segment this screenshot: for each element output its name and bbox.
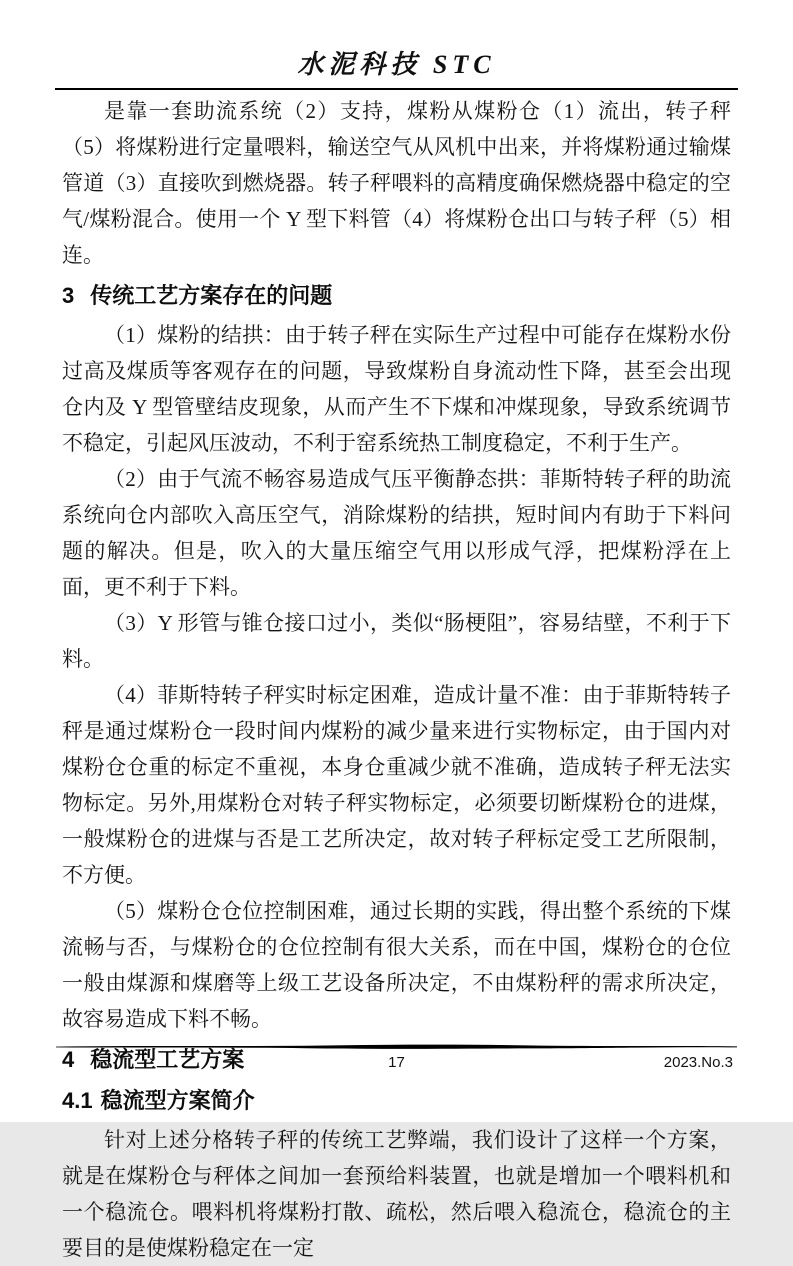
section-3-number: 3 — [62, 283, 75, 308]
section-3-paragraph-3: （3）Y 形管与锥仓接口过小，类似“肠梗阻”，容易结壁，不利于下料。 — [62, 611, 731, 671]
intro-paragraph: 是靠一套助流系统（2）支持，煤粉从煤粉仓（1）流出，转子秤（5）将煤粉进行定量喂料，输送空气从风机中出来，并将煤粉通过输煤管道（3）直接吹到燃烧器。转子秤喂料的高精度确保燃烧器中稳定的空气/煤粉混合。使用一个 Y 型下料管（4）将煤粉仓出口与转子秤（5）相连。 — [62, 99, 731, 267]
section-3-paragraph-4: （4）菲斯特转子秤实时标定困难，造成计量不准：由于菲斯特转子秤是通过煤粉仓一段时间内煤粉的减少量来进行实物标定，由于国内对煤粉仓仓重的标定不重视，本身仓重减少就不准确，造成转子秤无法实物标定。另外,用煤粉仓对转子秤实物标定，必须要切断煤粉仓的进煤，一般煤粉仓的进煤与否是工艺所决定，故对转子秤标定受工艺所限制，不方便。 — [62, 683, 731, 887]
page-content — [0, 90, 793, 1266]
section-3-heading — [62, 278, 731, 314]
section-4-title: 稳流型工艺方案 — [90, 1047, 245, 1072]
section-4-1-number: 4.1 — [62, 1088, 93, 1113]
page-number: 17 — [388, 1054, 405, 1071]
section-3-paragraph-1: （1）煤粉的结拱：由于转子秤在实际生产过程中可能存在煤粉水份过高及煤质等客观存在的问题，导致煤粉自身流动性下降，甚至会出现仓内及 Y 型管壁结皮现象，从而产生不下煤和冲煤现象，导致系统调节不稳定，引起风压波动，不利于窑系统热工制度稳定，不利于生产。 — [62, 323, 731, 455]
section-3-title: 传统工艺方案存在的问题 — [90, 283, 333, 308]
page-header — [0, 0, 793, 90]
issue-number: 2023.No.3 — [663, 1054, 733, 1071]
section-3-paragraph-2: （2）由于气流不畅容易造成气压平衡静态拱：菲斯特转子秤的助流系统向仓内部吹入高压空气，消除煤粉的结拱，短时间内有助于下料问题的解决。但是，吹入的大量压缩空气用以形成气浮，把煤粉浮在上面，更不利于下料。 — [62, 467, 731, 599]
page-footer — [56, 1042, 737, 1074]
footer-rule — [56, 1042, 737, 1052]
section-4-number: 4 — [62, 1047, 75, 1072]
section-4-1-title: 稳流型方案简介 — [100, 1088, 255, 1113]
section-4-1-paragraph-1: 针对上述分格转子秤的传统工艺弊端，我们设计了这样一个方案，就是在煤粉仓与秤体之间加一套预给料装置，也就是增加一个喂料机和一个稳流仓。喂料机将煤粉打散、疏松，然后喂入稳流仓，稳流仓的主要目的是使煤粉稳定在一定 — [62, 1128, 731, 1260]
footer-row — [56, 1052, 737, 1074]
section-4-1-heading — [62, 1083, 731, 1119]
journal-title: 水泥科技 STC — [297, 50, 496, 79]
section-3-paragraph-5: （5）煤粉仓仓位控制困难，通过长期的实践，得出整个系统的下煤流畅与否，与煤粉仓的仓位控制有很大关系，而在中国，煤粉仓的仓位一般由煤源和煤磨等上级工艺设备所决定，不由煤粉秤的需求所决定，故容易造成下料不畅。 — [62, 899, 731, 1031]
